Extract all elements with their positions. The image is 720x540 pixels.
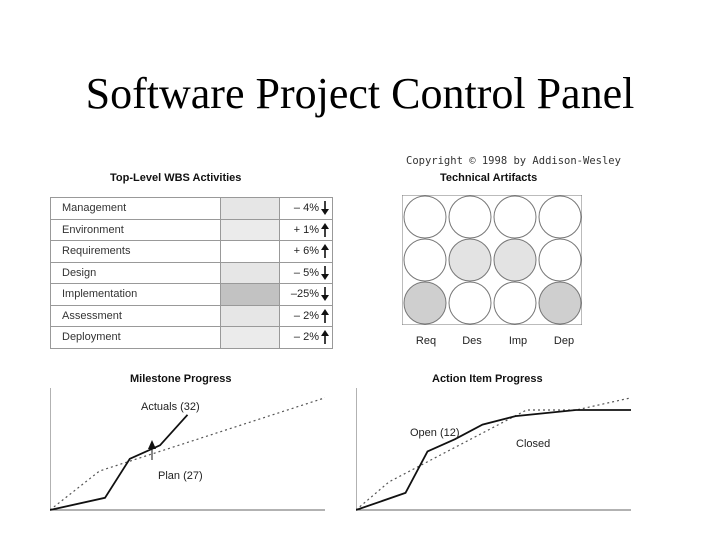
wbs-activity-name: Deployment — [51, 327, 221, 349]
milestone-actuals-label: Actuals (32) — [141, 401, 200, 413]
wbs-variance-value: – 2% — [293, 309, 319, 322]
wbs-variance-cell — [280, 241, 333, 263]
artifact-status-circle — [404, 196, 446, 238]
arrow-up-icon — [320, 329, 330, 345]
wbs-row — [51, 219, 333, 241]
wbs-variance-value: + 1% — [293, 223, 319, 236]
wbs-panel-title: Top-Level WBS Activities — [110, 172, 242, 184]
wbs-activity-name: Environment — [51, 219, 221, 241]
artifacts-grid — [402, 195, 582, 325]
wbs-variance-cell — [280, 327, 333, 349]
arrow-down-icon — [320, 265, 330, 281]
artifact-status-circle — [449, 196, 491, 238]
wbs-activity-name: Assessment — [51, 305, 221, 327]
wbs-activity-name: Requirements — [51, 241, 221, 263]
wbs-status-cell — [221, 284, 280, 306]
wbs-variance-value: – 2% — [293, 331, 319, 344]
action-panel-title: Action Item Progress — [432, 373, 543, 385]
wbs-variance-cell — [280, 262, 333, 284]
artifact-status-circle — [539, 282, 581, 324]
wbs-row — [51, 262, 333, 284]
artifact-status-circle — [494, 282, 536, 324]
wbs-variance-cell — [280, 219, 333, 241]
arrow-down-icon — [320, 200, 330, 216]
column-label-req: Req — [415, 335, 437, 347]
milestone-actuals-line — [50, 415, 188, 510]
wbs-variance-cell — [280, 198, 333, 220]
wbs-status-cell — [221, 305, 280, 327]
milestone-panel-title: Milestone Progress — [130, 373, 232, 385]
artifact-status-circle — [449, 282, 491, 324]
wbs-status-cell — [221, 327, 280, 349]
action-open-label: Open (12) — [410, 427, 460, 439]
column-label-dep: Dep — [553, 335, 575, 347]
copyright-notice: Copyright © 1998 by Addison-Wesley — [406, 155, 621, 167]
action-open-line — [356, 398, 631, 510]
wbs-variance-value: – 5% — [293, 266, 319, 279]
wbs-variance-value: –25% — [290, 288, 319, 301]
action-item-chart — [356, 388, 631, 513]
wbs-status-cell — [221, 262, 280, 284]
artifact-status-circle — [404, 282, 446, 324]
arrow-up-icon — [320, 222, 330, 238]
artifact-status-circle — [539, 239, 581, 281]
milestone-plan-pointer-icon — [148, 440, 156, 449]
wbs-status-cell — [221, 198, 280, 220]
milestone-plan-label: Plan (27) — [158, 470, 203, 482]
milestone-chart — [50, 388, 325, 513]
wbs-activity-name: Implementation — [51, 284, 221, 306]
wbs-activity-name: Management — [51, 198, 221, 220]
wbs-activity-name: Design — [51, 262, 221, 284]
wbs-variance-value: + 6% — [293, 245, 319, 258]
slide-title: Software Project Control Panel — [85, 69, 635, 118]
arrow-down-icon — [320, 286, 330, 302]
artifact-status-circle — [494, 196, 536, 238]
artifacts-panel-title: Technical Artifacts — [440, 172, 538, 184]
artifact-status-circle — [539, 196, 581, 238]
wbs-row — [51, 284, 333, 306]
wbs-variance-cell — [280, 305, 333, 327]
wbs-status-cell — [221, 219, 280, 241]
column-label-des: Des — [462, 335, 482, 347]
wbs-variance-value: – 4% — [293, 202, 319, 215]
wbs-table — [50, 197, 333, 349]
action-closed-line — [356, 410, 631, 510]
artifact-status-circle — [404, 239, 446, 281]
wbs-row — [51, 305, 333, 327]
wbs-variance-cell — [280, 284, 333, 306]
wbs-status-cell — [221, 241, 280, 263]
wbs-row — [51, 327, 333, 349]
wbs-row — [51, 198, 333, 220]
artifact-status-circle — [449, 239, 491, 281]
arrow-up-icon — [320, 308, 330, 324]
column-label-imp: Imp — [508, 335, 528, 347]
milestone-plan-line — [50, 398, 325, 510]
action-closed-label: Closed — [516, 438, 551, 450]
arrow-up-icon — [320, 243, 330, 259]
artifact-status-circle — [494, 239, 536, 281]
wbs-row — [51, 241, 333, 263]
